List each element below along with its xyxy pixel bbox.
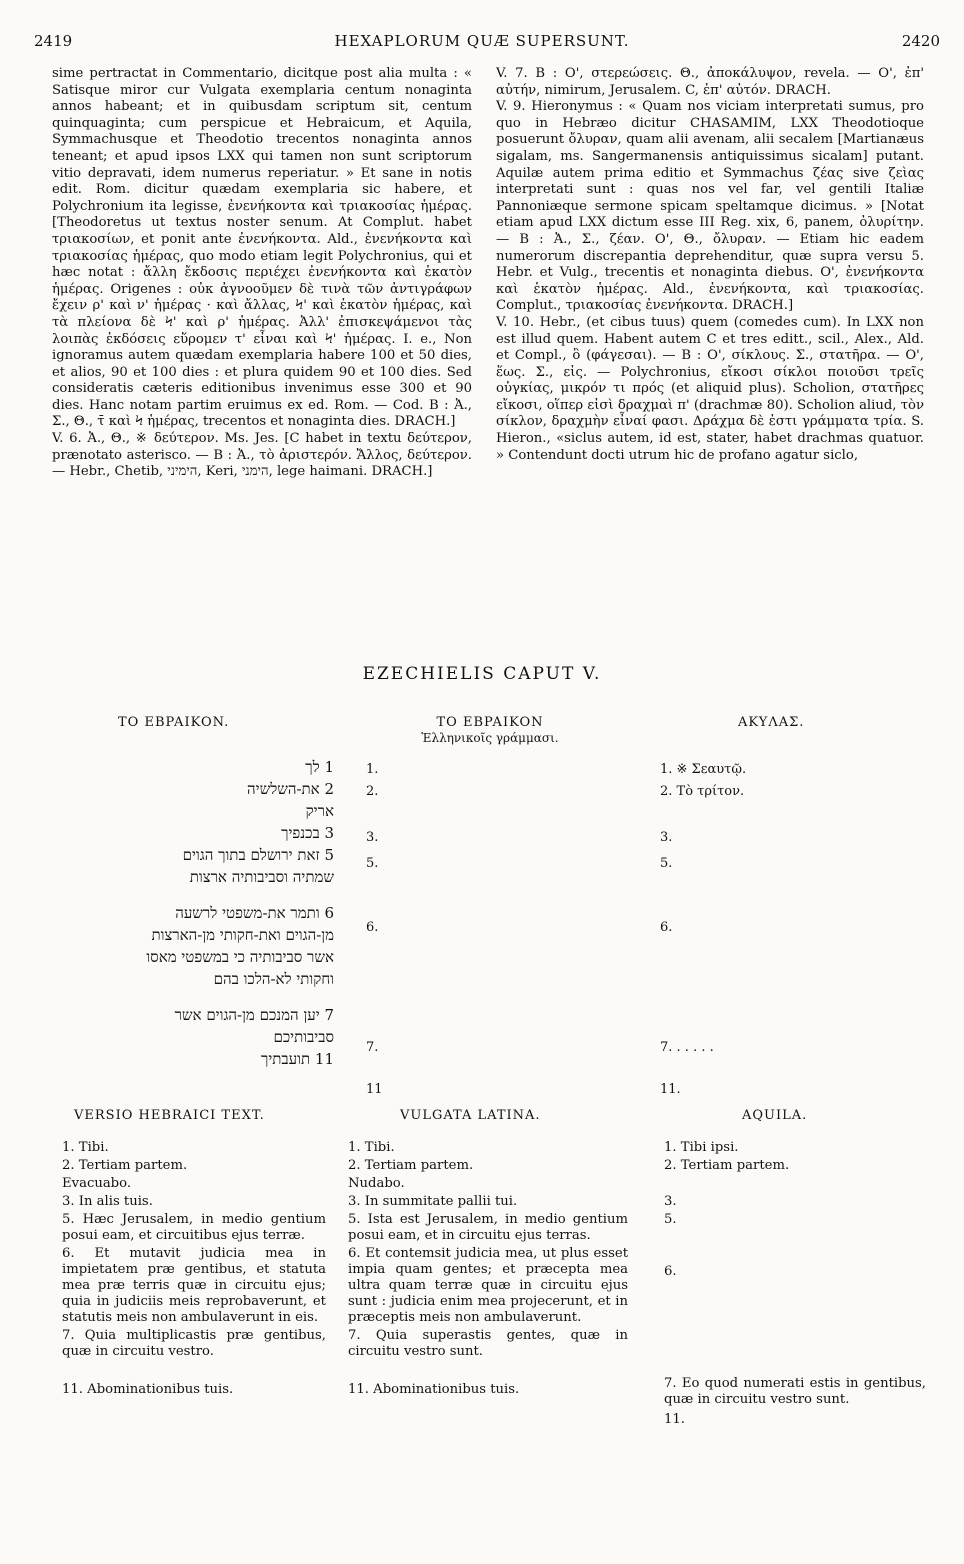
hebrew-line: 2 את-השלשיה xyxy=(247,780,334,798)
aquila-latin-column xyxy=(664,1140,926,1430)
vulgata-column xyxy=(348,1140,628,1400)
note-paragraph: V. 6. Ἀ., Θ., ※ δεύτερον. Ms. Jes. [C habet in textu δεύτερον, prænotato asterisco. — B : Ἀ., τὸ ἀριστερόν. Ἄλλος, δεύτερον. — Hebr., Chetib, הימיני, Keri, הימני, lege haimani. DRACH.] xyxy=(52,431,472,480)
versio-line: 3. In alis tuis. xyxy=(62,1194,153,1209)
vulgata-line: 1. Tibi. xyxy=(348,1140,395,1155)
vulgata-line: 11. Abominationibus tuis. xyxy=(348,1382,520,1397)
page-number-right: 2420 xyxy=(901,32,940,50)
notes-right-column xyxy=(496,66,924,636)
greek-verse-number: 2. xyxy=(366,784,379,799)
vulgata-line: 2. Tertiam partem. xyxy=(348,1158,474,1173)
hebrew-line: סביבותיכם xyxy=(273,1028,334,1046)
greek-verse-number: 11 xyxy=(366,1082,383,1097)
versio-line: 7. Quia multiplicastis præ gentibus, quæ in circuitu vestro. xyxy=(62,1328,326,1359)
aquila-latin-line: 5. xyxy=(664,1212,677,1227)
note-paragraph: sime pertractat in Commentario, dicitque post alia multa : « Satisque miror cur Vulgata exemplaria centum nonaginta annos habeant; et in quibusdam scriptum sit, centum quinquaginta; cum perspicue et Hebraicum, et Aquila, Symmachusque et Theodotio trecentos nonaginta annos teneant; et apud ipsos LXX qui tamen non sunt scriptorum vitio depravati, idem numerus reperiatur. » Et sane in notis edit. Rom. dicitur quædam exemplaria sic habere, et Polychronium ita legisse, ἐνενήκοντα καὶ τριακοσίας ἡμέρας. [Theodoretus ut textus noster senum. At Complut. habet τριακοσίων, et ponit ante ἐνενήκοντα. Ald., ἐνενήκοντα καὶ τριακοσίας ἡμέρας, quo modo etiam legit Polychronius, qui et hæc notat : ἄλλη ἔκδοσις περιέχει ἐνενήκοντα καὶ ἑκατὸν ἡμέρας. Origenes : οὐκ ἀγνοοῦμεν δὲ τινὰ τῶν ἀντιγράφων ἔχειν ρ' καὶ ν' ἡμέρας · καὶ ἄλλας, Ϟ' καὶ ἑκατὸν ἡμέρας, καὶ τὰ πλείονα δὲ Ϟ' καὶ ρ' ἡμέρας. Ἀλλ' ἐπισκεψάμενοι τὰς λοιπὰς ἐκδόσεις εὕρομεν τ' εἶναι καὶ Ϟ' ἡμέρας. I. e., Non ignoramus autem quædam exemplaria habere 100 et 50 dies, et alios, 90 et 100 dies : et plura quidem 90 et 100 dies. Sed consideratis cæteris editionibus invenimus esse 300 et 90 dies. Hanc notam partim eruimus ex ed. Rom. — Cod. B : Ἀ., Σ., Θ., τ̄ καὶ Ϟ ἡμέρας, trecentos et nonaginta dies. DRACH.] xyxy=(52,66,472,430)
versio-line: 6. Et mutavit judicia mea in impietatem præ gentibus, et statuta mea præ terris quæ in circuitu ejus; quia in judiciis meis reprobaverunt, et statutis meis non ambulaverunt in eis. xyxy=(62,1246,326,1325)
aquila-greek-line: 11. xyxy=(660,1082,681,1097)
aquila-latin-line: 6. xyxy=(664,1264,677,1279)
hebrew-column-heading: TO EBPAIKON. xyxy=(118,715,230,730)
aquila-greek-line: 1. ※ Σεαυτῷ. xyxy=(660,762,747,777)
vulgata-heading: VULGATA LATINA. xyxy=(400,1108,541,1123)
greek-verse-number: 6. xyxy=(366,920,379,935)
vulgata-line: Nudabo. xyxy=(348,1176,405,1191)
page-header xyxy=(24,32,940,52)
hebrew-line: שמתיה וסביבותיה ארצות xyxy=(189,868,334,886)
aquila-latin-line: 2. Tertiam partem. xyxy=(664,1158,790,1173)
versio-line: 5. Hæc Jerusalem, in medio gentium posui eam, et circuitibus ejus terræ. xyxy=(62,1212,326,1243)
hebrew-line: 11 תועבתיך xyxy=(260,1050,334,1068)
versio-hebr-heading: VERSIO HEBRAICI TEXT. xyxy=(74,1108,265,1123)
aquila-greek-line: 6. xyxy=(660,920,673,935)
aquila-latin-line: 3. xyxy=(664,1194,677,1209)
greek-letters-subtitle: Ἑλληνικοῖς γράμμασι. xyxy=(421,731,559,745)
vulgata-line: 5. Ista est Jerusalem, in medio gentium posui eam, et in circuitu ejus terras. xyxy=(348,1212,628,1243)
aquila-latin-line: 1. Tibi ipsi. xyxy=(664,1140,739,1155)
hebrew-text-block xyxy=(54,756,334,1070)
aquila-greek-line: 3. xyxy=(660,830,673,845)
vulgata-line: 7. Quia superastis gentes, quæ in circuitu vestro sunt. xyxy=(348,1328,628,1359)
greek-letters-column-heading xyxy=(405,715,575,745)
hebrew-line: 5 זאת ירושלם בתוך הגוים xyxy=(182,846,334,864)
hebrew-line: וחקותי לא-הלכו בהם xyxy=(213,970,334,988)
greek-verse-number: 1. xyxy=(366,762,379,777)
hebrew-line: אריק xyxy=(305,802,334,820)
hebrew-line: 6 ותמר את-משפטי לרשעה xyxy=(175,904,334,922)
running-title: HEXAPLORUM QUÆ SUPERSUNT. xyxy=(334,32,630,50)
greek-letters-title: TO EBPAIKON xyxy=(436,715,544,730)
aquila-latin-line: 11. xyxy=(664,1412,685,1427)
versio-line: 2. Tertiam partem. xyxy=(62,1158,188,1173)
chapter-title: EZECHIELIS CAPUT V. xyxy=(362,664,602,684)
aquila-greek-line: 5. xyxy=(660,856,673,871)
notes-left-column xyxy=(52,66,472,636)
versio-hebr-column xyxy=(62,1140,326,1400)
note-paragraph: V. 9. Hieronymus : « Quam nos viciam interpretati sumus, pro quo in Hebræo dicitur CHASAMIM, LXX Theodotioque posuerunt ὄλυραν, quam alii avenam, alii secalem [Martianæus sigalam, ms. Sangermanensis antiquissimus sicalam] putant. Aquilæ autem prima editio et Symmachus ζέας sive ζεὶας interpretati sunt : quas nos vel far, vel gentili Italiæ Pannoniæque sermone spicam speltamque dicimus. » [Notat etiam apud LXX dictum esse III Reg. xix, 6, panem, ὀλυρίτην. — B : Ἀ., Σ., ζέαν. Ο', Θ., ὄλυραν. — Etiam hic eadem numerorum discrepantia deprehenditur, quæ supra versu 5. Hebr. et Vulg., trecentis et nonaginta diebus. Ο', ἐνενήκοντα καὶ ἑκατὸν ἡμέρας. Ald., ἐνενήκοντα, καὶ τριακοσίας. Complut., τριακοσίας ἐνενήκοντα. DRACH.] xyxy=(496,99,924,314)
hebrew-line: 1 לך xyxy=(305,758,334,776)
hebrew-line: אשר סביבותיה כי במשפטי מאסו xyxy=(146,948,334,966)
greek-verse-number: 7. xyxy=(366,1040,379,1055)
note-paragraph: V. 7. B : Ο', στερεώσεις. Θ., ἀποκάλυψον, revela. — Ο', ἐπ' αὐτήν, nimirum, Jerusalem. C, ἐπ' αὐτόν. DRACH. xyxy=(496,66,924,98)
hebrew-line: 3 בכנפיך xyxy=(281,824,334,842)
hebrew-line: 7 יען המנכם מן-הגוים אשר xyxy=(174,1006,334,1024)
vulgata-line: 3. In summitate pallii tui. xyxy=(348,1194,518,1209)
greek-verse-number: 3. xyxy=(366,830,379,845)
aquila-greek-line: 7. . . . . . xyxy=(660,1040,714,1055)
hebrew-line: מן-הגוים ואת-חקותי מן-הארצות xyxy=(151,926,334,944)
versio-line: 1. Tibi. xyxy=(62,1140,109,1155)
aquila-latin-heading: AQUILA. xyxy=(742,1108,808,1123)
aquila-column-heading: AKYΛAΣ. xyxy=(738,715,805,730)
versio-line: Evacuabo. xyxy=(62,1176,132,1191)
note-paragraph: V. 10. Hebr., (et cibus tuus) quem (comedes cum). In LXX non est illud quem. Habent autem C et tres editt., scil., Alex., Ald. et Compl., ὃ (φάγεσαι). — B : Ο', σίκλους. Σ., στατῆρα. — Ο', ἕως. Σ., εἰς. — Polychronius, εἴκοσι σίκλοι ποιοῦσι τρεῖς οὐγκίας, μικρόν τι πρός (et aliquid plus). Scholion, στατῆρες εἴκοσι, οἵπερ εἰσὶ δραχμαὶ π' (drachmæ 80). Scholion aliud, τὸν σίκλον, δραχμὴν εἶναί φασι. Δράχμα δὲ ἐστι γράμματα τρία. S. Hieron., «siclus autem, id est, stater, habet drachmas quatuor. » Contendunt docti utrum hic de profano agatur siclo, xyxy=(496,314,924,463)
page-number-left: 2419 xyxy=(34,32,73,50)
greek-verse-number: 5. xyxy=(366,856,379,871)
vulgata-line: 6. Et contemsit judicia mea, ut plus esset impia quam gentes; et præcepta mea ultra quam terræ quæ in circuitu ejus sunt : judicia enim mea projecerunt, et in præceptis meis non ambulaverunt. xyxy=(348,1246,628,1325)
versio-line: 11. Abominationibus tuis. xyxy=(62,1382,234,1397)
aquila-latin-line: 7. Eo quod numerati estis in gentibus, quæ in circuitu vestro sunt. xyxy=(664,1376,926,1407)
aquila-greek-line: 2. Τὸ τρίτον. xyxy=(660,784,745,799)
